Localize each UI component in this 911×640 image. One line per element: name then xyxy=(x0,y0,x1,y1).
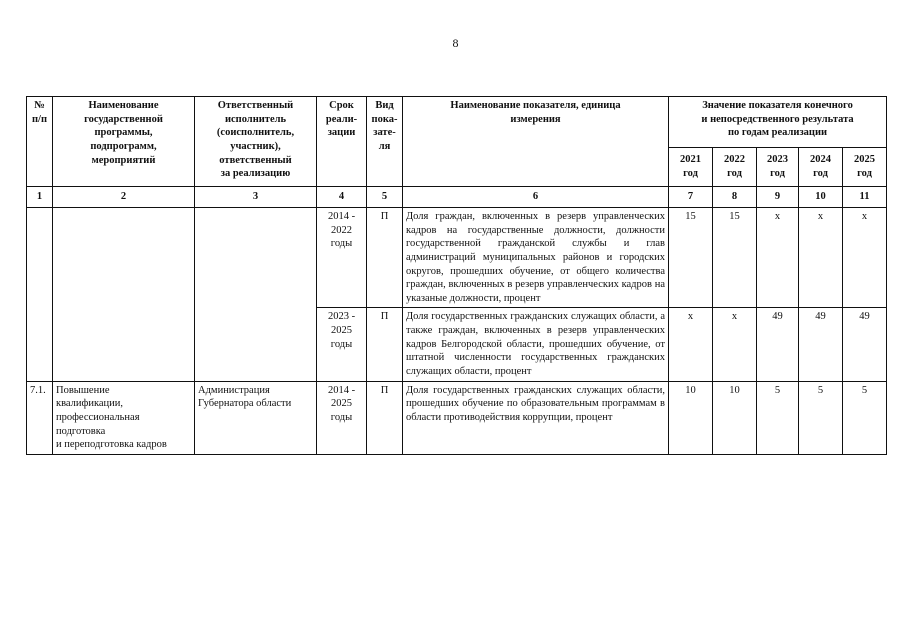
column-number: 9 xyxy=(757,187,799,208)
row-num: 7.1. xyxy=(27,381,53,454)
column-number: 11 xyxy=(843,187,887,208)
row-value-2021: 15 xyxy=(669,208,713,308)
column-number: 5 xyxy=(367,187,403,208)
row-term: 2014 - 2025 годы xyxy=(317,381,367,454)
header-type: Вид пока- зате- ля xyxy=(367,97,403,187)
row-value-2022: 15 xyxy=(713,208,757,308)
row-value-2022: х xyxy=(713,308,757,381)
row-executor: Администрация Губернатора области xyxy=(195,381,317,454)
row-value-2021: х xyxy=(669,308,713,381)
row-value-2024: 5 xyxy=(799,381,843,454)
row-value-2022: 10 xyxy=(713,381,757,454)
header-executor: Ответственный исполнитель (соисполнитель, участник), ответственный за реализацию xyxy=(195,97,317,187)
row-value-2025: 5 xyxy=(843,381,887,454)
header-term: Срок реали- зации xyxy=(317,97,367,187)
column-number: 4 xyxy=(317,187,367,208)
header-values-group: Значение показателя конечного и непосредственного результата по годам реализации xyxy=(669,97,887,148)
column-number: 8 xyxy=(713,187,757,208)
table-row xyxy=(27,381,887,454)
row-type: П xyxy=(367,381,403,454)
indicators-table xyxy=(26,96,887,455)
column-numbers-row xyxy=(27,187,887,208)
row-num xyxy=(27,208,53,382)
row-term: 2014 - 2022 годы xyxy=(317,208,367,308)
column-number: 6 xyxy=(403,187,669,208)
row-name: Повышение квалификации, профессиональная подготовка и переподготовка кадров xyxy=(53,381,195,454)
header-year-2023: 2023 год xyxy=(757,148,799,187)
row-value-2023: 5 xyxy=(757,381,799,454)
header-year-2025: 2025 год xyxy=(843,148,887,187)
row-name xyxy=(53,208,195,382)
page-number: 8 xyxy=(452,36,459,50)
row-value-2023: х xyxy=(757,208,799,308)
row-value-2024: х xyxy=(799,208,843,308)
row-indicator: Доля государственных гражданских служащих области, прошедших обучение по образовательным программам в области противодействия коррупции, процент xyxy=(403,381,669,454)
row-indicator: Доля граждан, включенных в резерв управленческих кадров на государственные должности, должности государственной гражданской службы и глав администраций муниципальных районов и городских округов, прошедших обучение, от общего количества граждан, включенных в резерв управленческих кадров на указаные должности, процент xyxy=(403,208,669,308)
row-value-2025: 49 xyxy=(843,308,887,381)
row-value-2025: х xyxy=(843,208,887,308)
row-type: П xyxy=(367,208,403,308)
header-name: Наименование государственной программы, подпрограмм, мероприятий xyxy=(53,97,195,187)
header-year-2024: 2024 год xyxy=(799,148,843,187)
header-indicator: Наименование показателя, единица измерения xyxy=(403,97,669,187)
column-number: 10 xyxy=(799,187,843,208)
column-number: 7 xyxy=(669,187,713,208)
row-value-2021: 10 xyxy=(669,381,713,454)
row-type: П xyxy=(367,308,403,381)
header-year-2022: 2022 год xyxy=(713,148,757,187)
row-value-2024: 49 xyxy=(799,308,843,381)
row-indicator: Доля государственных гражданских служащих области, а также граждан, включенных в резерв управленческих кадров Белгородской области, прошедших обучение, от штатной численности государственных гражданских служащих области, процент xyxy=(403,308,669,381)
header-year-2021: 2021 год xyxy=(669,148,713,187)
row-executor xyxy=(195,208,317,382)
column-number: 2 xyxy=(53,187,195,208)
table-row xyxy=(27,208,887,308)
column-number: 1 xyxy=(27,187,53,208)
row-term: 2023 - 2025 годы xyxy=(317,308,367,381)
row-value-2023: 49 xyxy=(757,308,799,381)
column-number: 3 xyxy=(195,187,317,208)
header-num: № п/п xyxy=(27,97,53,187)
